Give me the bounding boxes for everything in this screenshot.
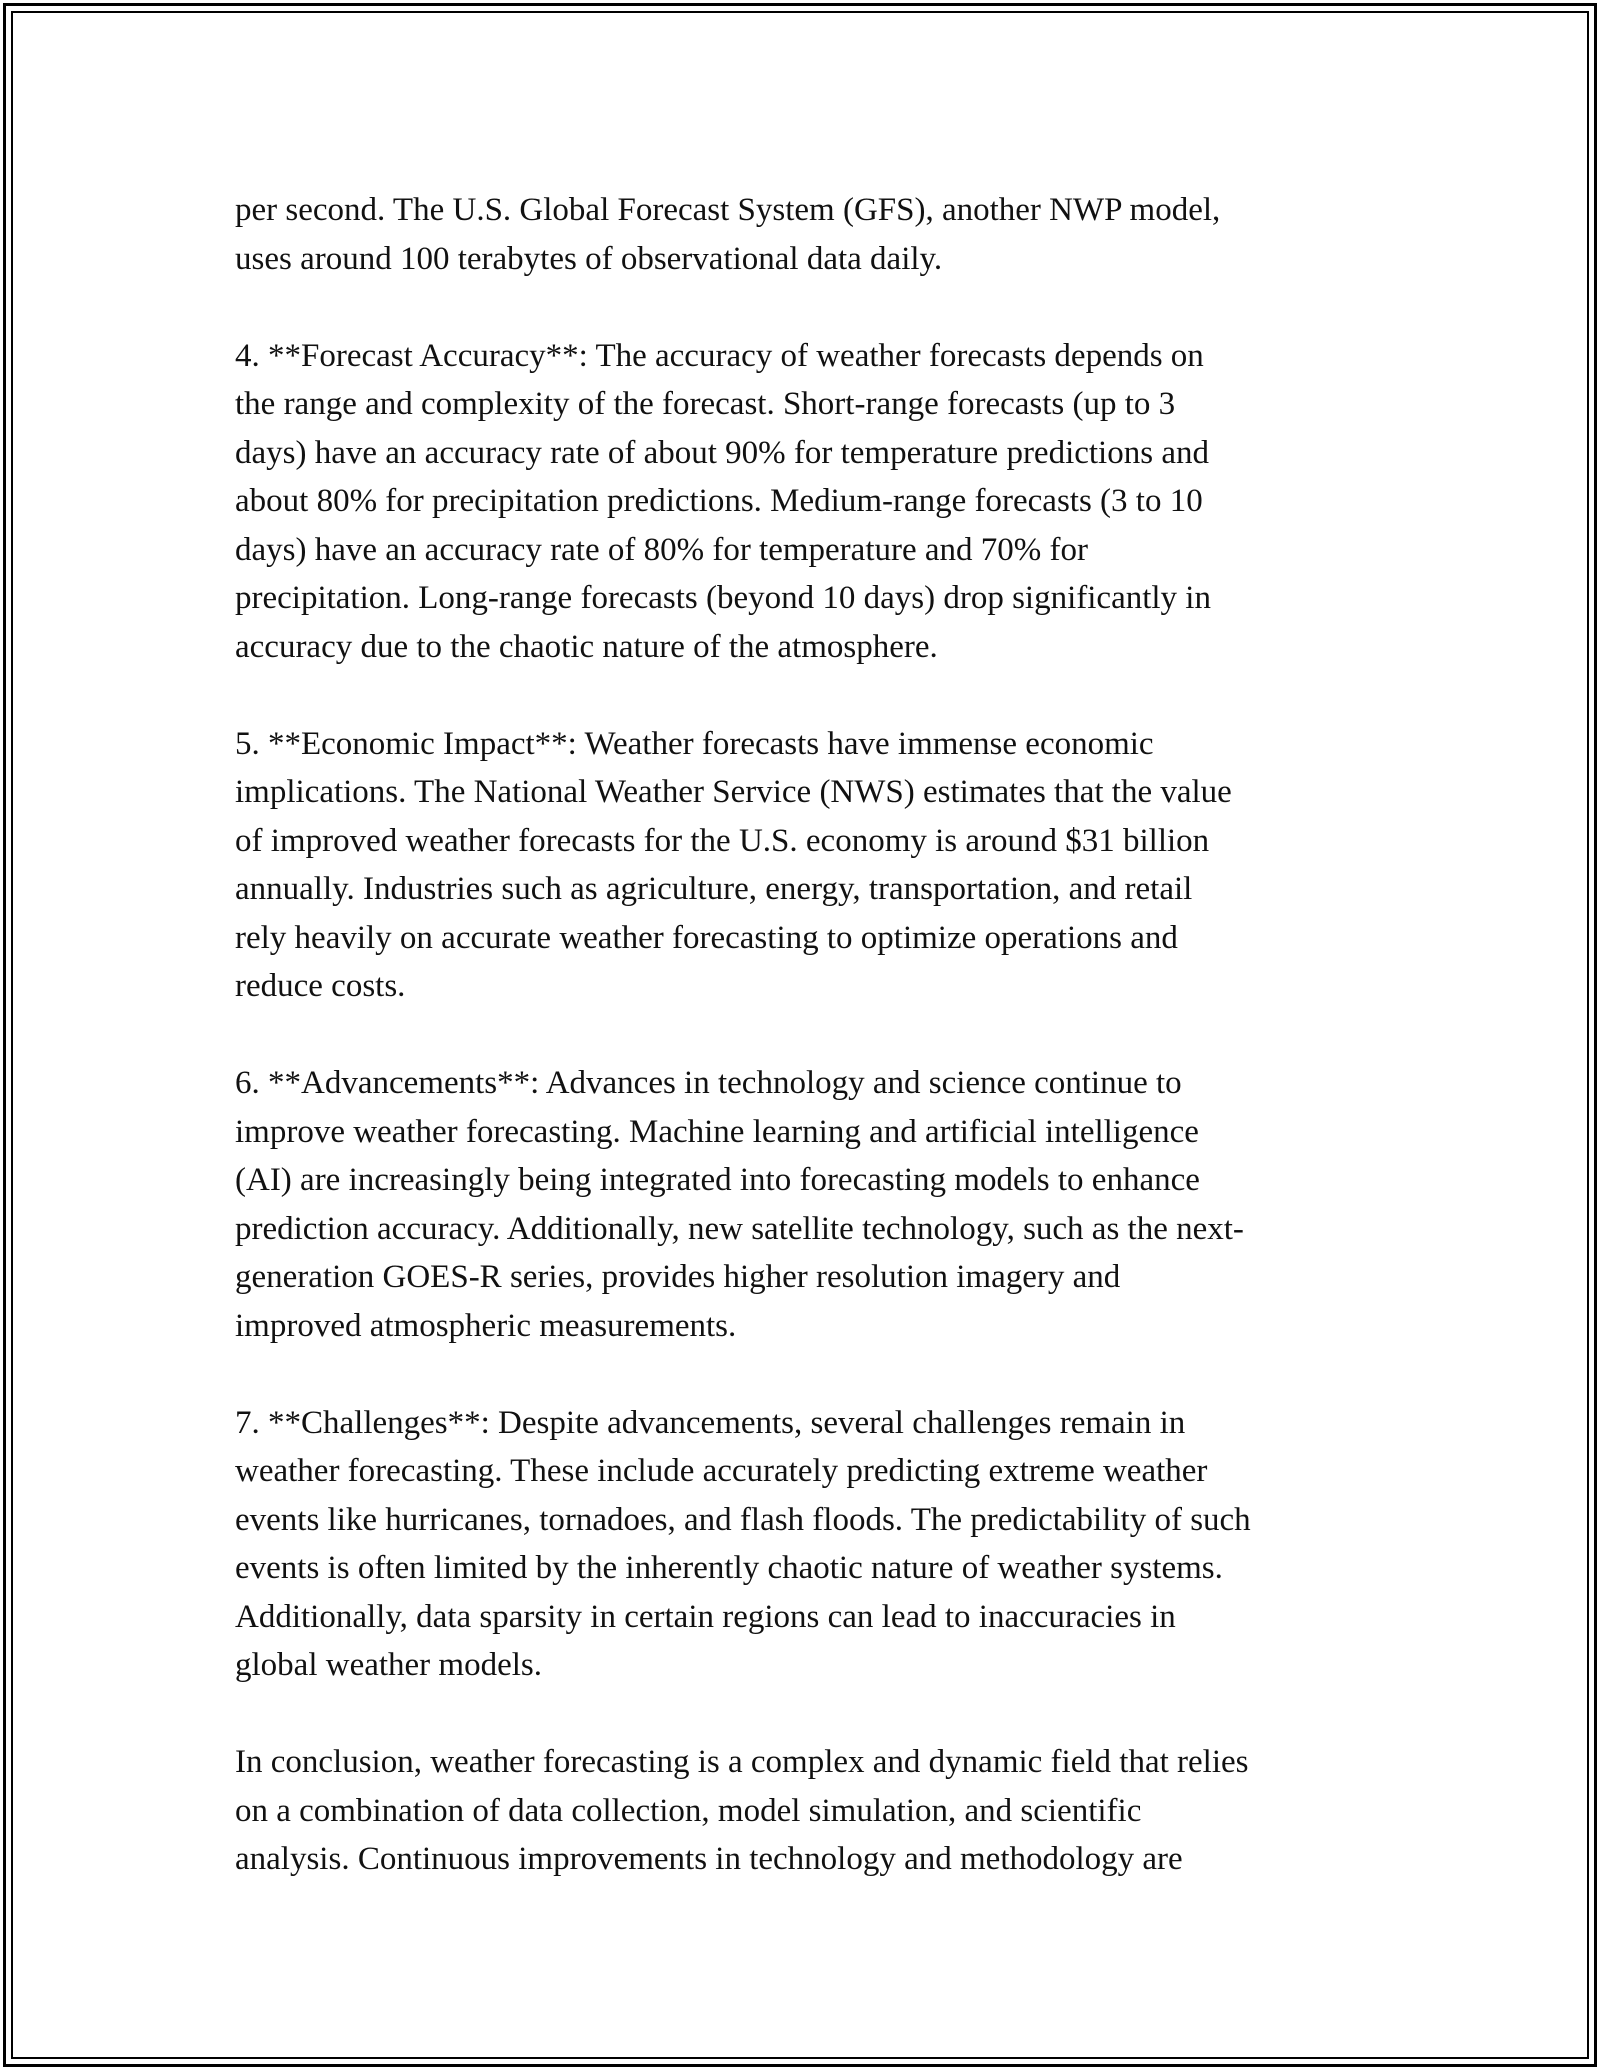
text-line: prediction accuracy. Additionally, new satellite technology, such as the next-	[235, 1210, 1244, 1247]
text-line: 6. **Advancements**: Advances in technology and science continue to	[235, 1065, 1182, 1101]
text-line: annually. Industries such as agriculture, energy, transportation, and retail	[235, 871, 1193, 907]
text-line: improve weather forecasting. Machine learning and artificial intelligence	[235, 1113, 1199, 1150]
text-line: analysis. Continuous improvements in technology and methodology are	[235, 1841, 1183, 1877]
text-line: (AI) are increasingly being integrated into forecasting models to enhance	[235, 1162, 1200, 1198]
text-line: Additionally, data sparsity in certain regions can lead to inaccuracies in	[235, 1598, 1176, 1635]
text-line: of improved weather forecasts for the U.S. economy is around $31 billion	[235, 822, 1210, 859]
paragraph-economic-impact	[235, 720, 1375, 1011]
text-line: implications. The National Weather Service (NWS) estimates that the value	[235, 774, 1232, 810]
text-line: 5. **Economic Impact**: Weather forecasts have immense economic	[235, 725, 1154, 762]
text-line: improved atmospheric measurements.	[235, 1307, 737, 1344]
text-line: the range and complexity of the forecast. Short-range forecasts (up to 3	[235, 386, 1176, 422]
text-line: accuracy due to the chaotic nature of the atmosphere.	[235, 628, 938, 665]
text-line: days) have an accuracy rate of about 90% for temperature predictions and	[235, 434, 1209, 471]
paragraph-gfs-data	[235, 186, 1375, 283]
text-line: precipitation. Long-range forecasts (beyond 10 days) drop significantly in	[235, 580, 1211, 616]
text-line: rely heavily on accurate weather forecasting to optimize operations and	[235, 919, 1178, 956]
text-line: weather forecasting. These include accurately predicting extreme weather	[235, 1453, 1208, 1489]
text-line: generation GOES-R series, provides higher resolution imagery and	[235, 1259, 1121, 1295]
text-line: on a combination of data collection, model simulation, and scientific	[235, 1792, 1142, 1829]
text-line: 4. **Forecast Accuracy**: The accuracy of weather forecasts depends on	[235, 337, 1204, 374]
paragraph-forecast-accuracy	[235, 332, 1375, 672]
text-line: events is often limited by the inherently chaotic nature of weather systems.	[235, 1550, 1223, 1586]
text-line: In conclusion, weather forecasting is a complex and dynamic field that relies	[235, 1744, 1249, 1780]
paragraph-advancements	[235, 1059, 1375, 1350]
text-line: reduce costs.	[235, 968, 406, 1004]
text-line: per second. The U.S. Global Forecast System (GFS), another NWP model,	[235, 192, 1221, 228]
text-line: days) have an accuracy rate of 80% for temperature and 70% for	[235, 531, 1088, 568]
paragraph-conclusion	[235, 1738, 1375, 1884]
text-line: 7. **Challenges**: Despite advancements, several challenges remain in	[235, 1404, 1186, 1441]
paragraph-challenges	[235, 1399, 1375, 1690]
text-line: about 80% for precipitation predictions. Medium-range forecasts (3 to 10	[235, 483, 1203, 519]
text-line: global weather models.	[235, 1647, 542, 1683]
document-body	[235, 186, 1375, 1884]
text-line: uses around 100 terabytes of observational data daily.	[235, 240, 943, 277]
text-line: events like hurricanes, tornadoes, and flash floods. The predictability of such	[235, 1501, 1251, 1538]
